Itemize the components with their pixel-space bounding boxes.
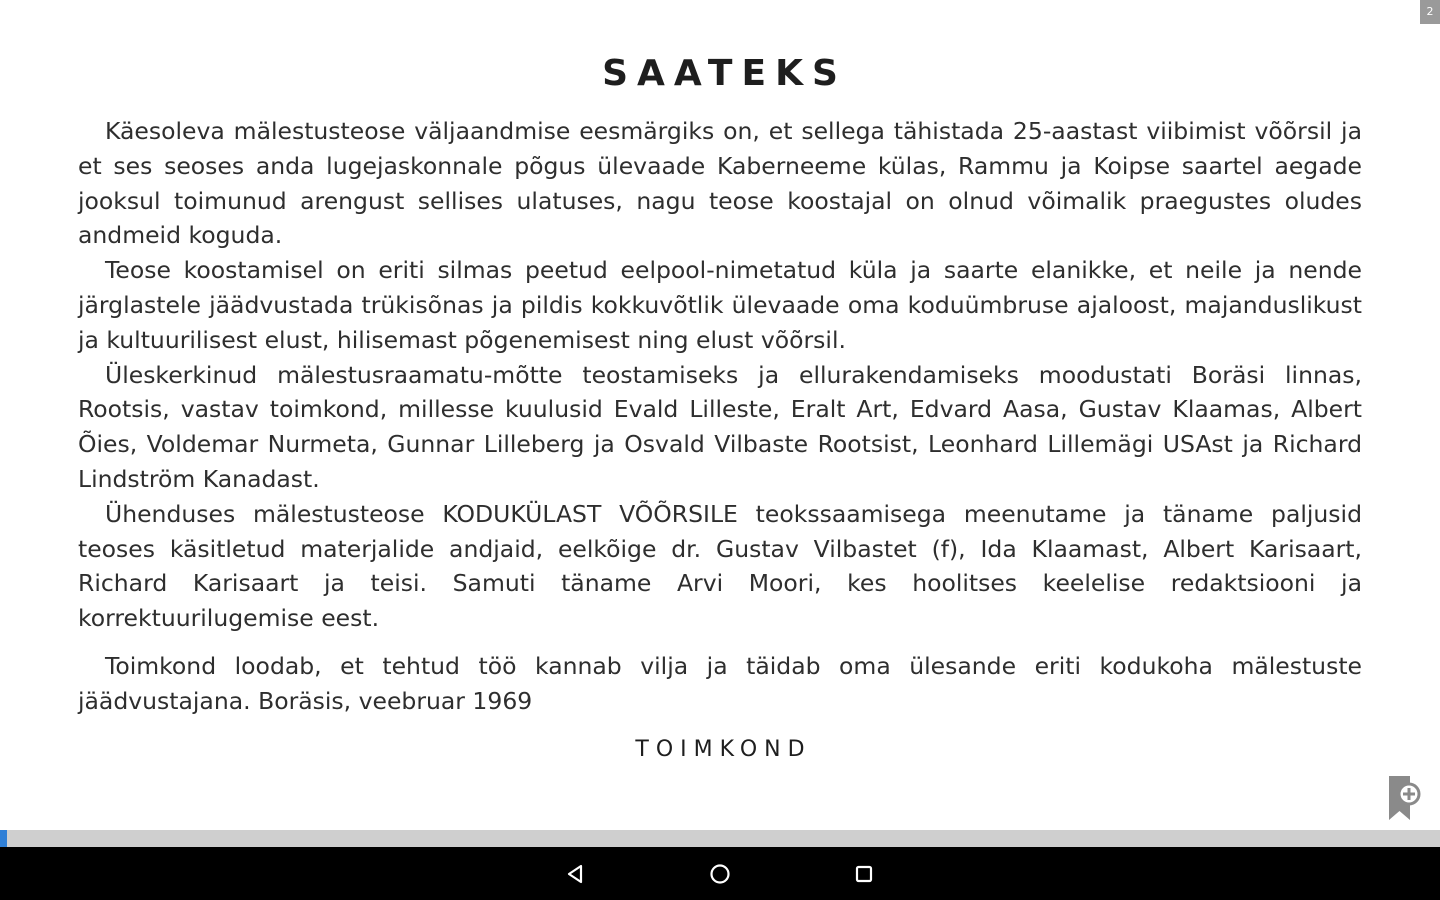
paragraph: Üleskerkinud mälestusraamatu-mõtte teostamiseks ja ellurakendamiseks moodustati Boräsi linnas, Rootsis, vastav toimkond, millesse kuulusid Evald Lilleste, Eralt Art, Edvard Aasa, Gustav Klaamas, Albert Õies, Voldemar Nurmeta, Gunnar Lilleberg ja Osvald Vilbaste Rootsist, Leonhard Lillemägi USAst ja Richard Lindström Kanadast. bbox=[78, 360, 1362, 493]
system-navigation-bar bbox=[0, 847, 1440, 900]
back-triangle-icon bbox=[564, 862, 588, 886]
reading-progress-bar[interactable] bbox=[0, 830, 1440, 847]
page-title: SAATEKS bbox=[602, 53, 847, 94]
paragraph: Teose koostamisel on eriti silmas peetud eelpool-nimetatud küla ja saarte elanikke, et neile ja nende järglastele jäädvustada trükisõnas ja pildis kokkuvõtlik ülevaade oma koduümbruse ajaloost, majanduslikust ja kultuurilisest elust, hilisemast põgenemisest ning elust võõrsil. bbox=[78, 256, 1362, 354]
document-page bbox=[78, 52, 1362, 765]
closing-paragraph: Toimkond loodab, et tehtud töö kannab vilja ja täidab oma ülesande eriti kodukoha mälestuste jäädvustajana. Boräsis, veebruar 1969 bbox=[78, 651, 1362, 715]
reading-progress-fill bbox=[0, 830, 7, 847]
paragraph: Ühenduses mälestusteose KODUKÜLAST VÕÕRSILE teokssaamisega meenutame ja täname paljusid teoses käsitletud materjalide andjaid, eelkõige dr. Gustav Vilbastet (f), Ida Klaamast, Albert Karisaart, Richard Karisaart ja teisi. Samuti täname Arvi Moori, kes hoolitses keelelise redaktsiooni ja korrektuurilugemise eest. bbox=[78, 499, 1362, 633]
back-button[interactable] bbox=[546, 847, 606, 900]
home-button[interactable] bbox=[690, 847, 750, 900]
bookmark-add-icon bbox=[1384, 772, 1424, 824]
recents-button[interactable] bbox=[834, 847, 894, 900]
page-number-badge: 2 bbox=[1420, 0, 1440, 24]
signature: TOIMKOND bbox=[635, 736, 812, 762]
recents-square-icon bbox=[852, 862, 876, 886]
home-circle-icon bbox=[708, 862, 732, 886]
bookmark-add-button[interactable] bbox=[1384, 772, 1424, 824]
paragraph: Käesoleva mälestusteose väljaandmise eesmärgiks on, et sellega tähistada 25-aastast viibimist võõrsil ja et ses seoses anda lugejaskonnale põgus ülevaade Kaberneeme külas, Rammu ja Koipse saartel aegade jooksul toimunud arengust sellises ulatuses, nagu teose koostajal on olnud võimalik praegustes oludes andmeid koguda. bbox=[78, 117, 1362, 250]
